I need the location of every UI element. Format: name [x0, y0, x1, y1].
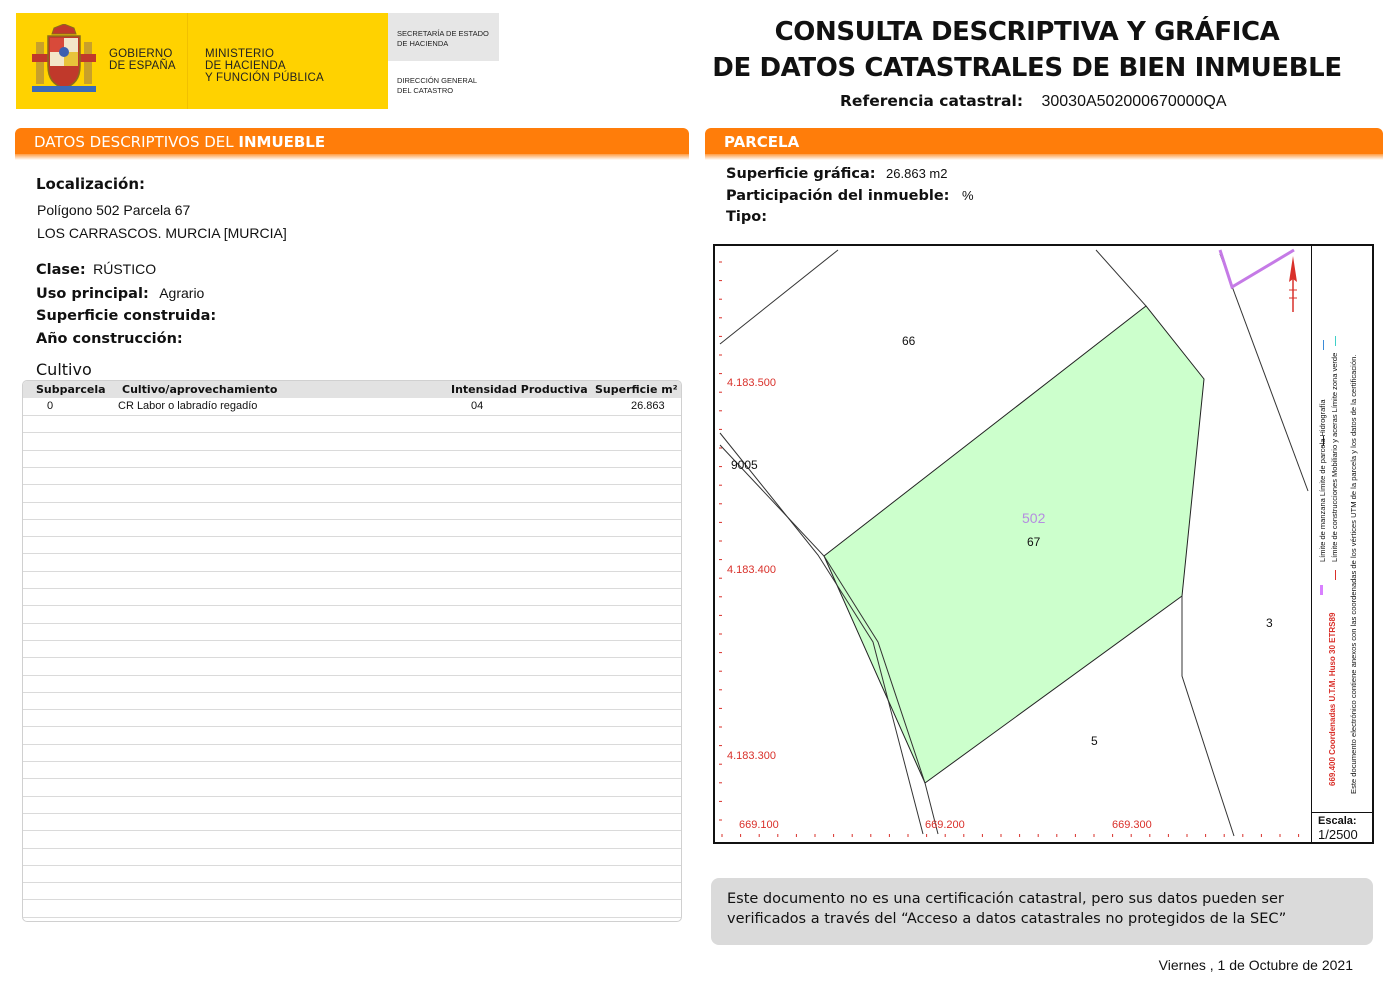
table-row-line	[23, 882, 681, 883]
uso-value: Agrario	[159, 285, 205, 301]
table-row-line	[23, 415, 681, 416]
table-row-line	[23, 830, 681, 831]
gov-line2: DE ESPAÑA	[109, 60, 176, 72]
section-bar-descriptivos	[15, 128, 689, 154]
table-row-line	[23, 796, 681, 797]
table-row-line	[23, 450, 681, 451]
table-row-line	[23, 484, 681, 485]
clase-value: RÚSTICO	[93, 261, 157, 277]
escala-divider	[1311, 812, 1372, 813]
table-row-line	[23, 761, 681, 762]
secretaria-text	[397, 29, 489, 49]
boundary-line	[1096, 250, 1146, 306]
cultivo-table	[22, 380, 682, 922]
title-line1: CONSULTA DESCRIPTIVA Y GRÁFICA	[774, 17, 1280, 47]
uso-label: Uso principal:	[36, 286, 149, 302]
x-coord-label: 669.300	[1112, 819, 1152, 831]
referencia-catastral	[840, 92, 1227, 111]
ref-label: Referencia catastral:	[840, 92, 1024, 110]
parcel-label-9005: 9005	[731, 458, 758, 472]
superficie-grafica-row	[726, 165, 947, 183]
axis-ticks-left	[719, 262, 722, 820]
manzana-limit-line	[1220, 250, 1294, 287]
parcel-label-5: 5	[1091, 734, 1098, 748]
section-bar-parcela	[705, 128, 1383, 154]
table-row-line	[23, 899, 681, 900]
table-row-line	[23, 865, 681, 866]
table-row-line	[23, 571, 681, 572]
localizacion-line2: LOS CARRASCOS. MURCIA [MURCIA]	[37, 225, 287, 241]
ministry-line3: Y FUNCIÓN PÚBLICA	[205, 72, 324, 84]
direccion-line1: DIRECCIÓN GENERAL	[397, 76, 478, 85]
map-canvas	[715, 246, 1311, 842]
localizacion-label: Localización:	[36, 175, 146, 193]
page-title	[700, 14, 1354, 86]
clase-row	[36, 261, 156, 279]
parcel-label-67: 67	[1027, 535, 1041, 549]
y-coord-label: 4.183.400	[727, 564, 776, 576]
legend-swatch-manzana	[1320, 585, 1323, 595]
table-row-line	[23, 813, 681, 814]
table-row-line	[23, 605, 681, 606]
table-row-line	[23, 917, 681, 918]
participacion-value: %	[961, 188, 974, 203]
superficie-grafica-value: 26.863 m2	[886, 166, 948, 181]
ano-construccion-label: Año construcción:	[36, 331, 183, 347]
ministry-name	[205, 48, 324, 84]
direccion-text	[397, 76, 477, 96]
boundary-line	[720, 250, 838, 344]
table-row-line	[23, 709, 681, 710]
legend-coords: 669.400 Coordenadas U.T.M. Huso 30 ETRS89	[1328, 612, 1337, 786]
section-bar-shadow-right	[705, 154, 1383, 160]
tipo-label: Tipo:	[726, 209, 768, 225]
x-coord-label: 669.200	[925, 819, 965, 831]
participacion-row	[726, 187, 974, 205]
y-coord-label: 4.183.500	[727, 377, 776, 389]
th-subparcela: Subparcela	[36, 383, 106, 396]
table-row-line	[23, 432, 681, 433]
parcel-label-3: 3	[1266, 616, 1273, 630]
superficie-construida-label: Superficie construida:	[36, 308, 217, 324]
table-header	[23, 381, 681, 398]
table-row-line	[23, 778, 681, 779]
table-row-line	[23, 588, 681, 589]
cell-superficie: 26.863	[631, 400, 665, 412]
north-arrow-icon	[1289, 256, 1297, 312]
legend-divider	[1311, 246, 1312, 842]
legend-col1: Límite de manzana Límite de parcela Hidrografía	[1318, 399, 1327, 562]
logo-divider	[187, 13, 188, 109]
section-title-parcela: PARCELA	[724, 133, 800, 151]
legend-doc-note: Este documento electrónico contiene anexos con las coordenadas de los vértices UTM de la parcela y los datos de la certificación.	[1349, 354, 1358, 794]
superficie-grafica-label: Superficie gráfica:	[726, 166, 876, 182]
escala-value: 1/2500	[1318, 827, 1358, 842]
parcel-67-polygon	[824, 306, 1204, 783]
gov-line1: GOBIERNO	[109, 48, 173, 60]
table-row-line	[23, 848, 681, 849]
x-coord-label: 669.100	[739, 819, 779, 831]
table-row-line	[23, 623, 681, 624]
secretaria-line2: DE HACIENDA	[397, 39, 449, 48]
axis-ticks-bottom	[722, 834, 1299, 837]
secretaria-line1: SECRETARÍA DE ESTADO	[397, 29, 489, 38]
gov-name	[109, 48, 176, 72]
document-date: Viernes , 1 de Octubre de 2021	[1158, 957, 1353, 973]
legend-swatch-construcciones	[1335, 570, 1336, 580]
cell-cultivo: CR Labor o labradío regadío	[118, 400, 258, 412]
cultivo-title: Cultivo	[36, 360, 92, 379]
participacion-label: Participación del inmueble:	[726, 188, 950, 204]
cell-intensidad: 04	[471, 400, 484, 412]
th-intensidad: Intensidad Productiva	[451, 383, 588, 396]
table-row	[23, 398, 681, 415]
table-row-line	[23, 640, 681, 641]
th-cultivo: Cultivo/aprovechamiento	[122, 383, 278, 396]
title-line2: DE DATOS CATASTRALES DE BIEN INMUEBLE	[712, 53, 1342, 83]
section-bar-shadow	[15, 154, 689, 160]
table-row-line	[23, 519, 681, 520]
cell-subparcela: 0	[47, 400, 54, 412]
th-superficie: Superficie m²	[595, 383, 678, 396]
table-row-line	[23, 553, 681, 554]
section-title-descriptivos: DATOS DESCRIPTIVOS DEL	[34, 133, 239, 151]
table-row-line	[23, 744, 681, 745]
table-row-line	[23, 657, 681, 658]
y-coord-label: 4.183.300	[727, 750, 776, 762]
table-row-line	[23, 692, 681, 693]
coat-of-arms-icon	[30, 24, 98, 96]
table-row-line	[23, 502, 681, 503]
uso-row	[36, 285, 204, 303]
table-row-line	[23, 675, 681, 676]
clase-label: Clase:	[36, 262, 86, 278]
notice-text: Este documento no es una certificación catastral, pero sus datos pueden ser verificados a través del “Acceso a datos catastrales no protegidos de la SEC”	[727, 891, 1287, 927]
section-title-inmueble: INMUEBLE	[238, 133, 326, 151]
ministry-line2: DE HACIENDA	[205, 60, 286, 72]
direccion-line2: DEL CATASTRO	[397, 86, 454, 95]
parcel-label-66: 66	[902, 334, 916, 348]
boundary-line	[1182, 596, 1234, 836]
table-row-line	[23, 536, 681, 537]
poligono-label-502: 502	[1022, 510, 1046, 526]
escala-label: Escala:	[1318, 815, 1357, 827]
legend-swatch-hidrografia	[1323, 340, 1324, 350]
legend-col2: Límite de construcciones Mobiliario y aceras Límite zona verde	[1330, 352, 1339, 562]
table-row-line	[23, 726, 681, 727]
ref-value: 30030A502000670000QA	[1041, 93, 1227, 110]
legend-swatch-zona-verde	[1335, 336, 1336, 346]
table-row-line	[23, 467, 681, 468]
localizacion-line1: Polígono 502 Parcela 67	[37, 202, 191, 218]
ministry-line1: MINISTERIO	[205, 48, 275, 60]
